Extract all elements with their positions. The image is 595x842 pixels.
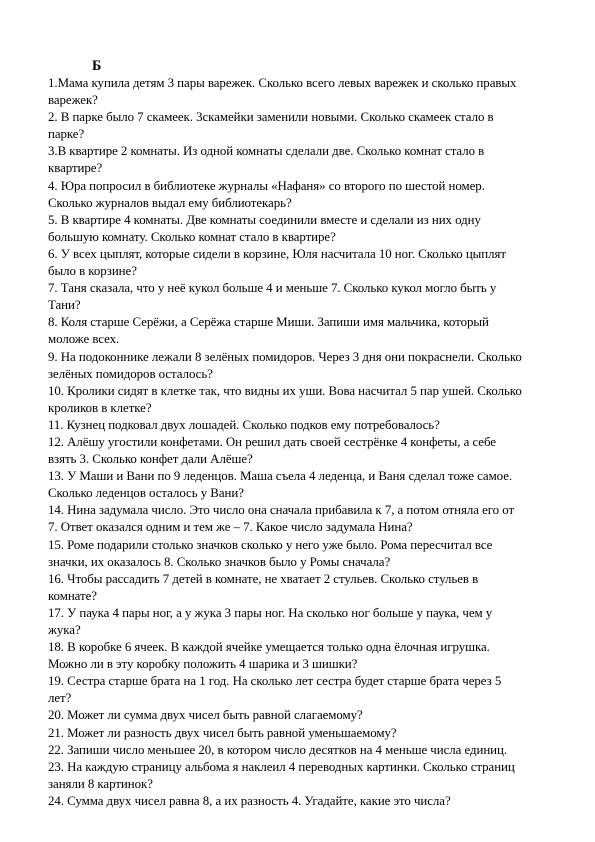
task-text-line: парке? <box>48 127 85 142</box>
task-text-line: 14. Нина задумала число. Это число она сначала прибавила к 7, а потом отняла его от <box>48 503 515 518</box>
task-item <box>48 793 560 810</box>
task-text-line: 9. На подоконнике лежали 8 зелёных помидоров. Через 3 дня они покраснели. Сколько <box>48 349 522 364</box>
task-item <box>48 468 560 502</box>
task-text-line: взять 3. Сколько конфет дали Алёше? <box>48 452 253 467</box>
variant-heading: Б <box>92 58 102 74</box>
task-text-line: кроликов в клетке? <box>48 400 152 415</box>
task-text-line: 16. Чтобы рассадить 7 детей в комнате, не хватает 2 стульев. Сколько стульев в <box>48 571 479 586</box>
task-list <box>48 75 560 810</box>
task-item <box>48 75 560 109</box>
task-text-line: 6. У всех цыплят, которые сидели в корзине, Юля насчитала 10 ног. Сколько цыплят <box>48 246 506 261</box>
task-item <box>48 434 560 468</box>
task-text-line: 13. У Маши и Вани по 9 леденцов. Маша съела 4 леденца, и Ваня сделал тоже самое. <box>48 469 513 484</box>
task-item <box>48 725 560 742</box>
task-text-line: комнате? <box>48 588 97 603</box>
task-text-line: 24. Сумма двух чисел равна 8, а их разность 4. Угадайте, какие это числа? <box>48 793 451 808</box>
task-item <box>48 109 560 143</box>
task-item <box>48 246 560 280</box>
task-text-line: жука? <box>48 623 81 637</box>
task-text-line: 22. Запиши число меньшее 20, в котором число десятков на 4 меньше числа единиц. <box>48 742 508 757</box>
task-text-line: 19. Сестра старше брата на 1 год. На сколько лет сестра будет старше брата через 5 <box>48 674 502 689</box>
task-text-line: квартире? <box>48 161 103 176</box>
task-text-line: 7. Ответ оказался одним и тем же – 7. Какое число задумала Нина? <box>48 520 413 535</box>
task-text-line: Можно ли в эту коробку положить 4 шарика и 3 шишки? <box>48 657 358 672</box>
task-text-line: заняли 8 картинок? <box>48 776 153 791</box>
task-text-line: лет? <box>48 691 72 706</box>
task-text-line: 7. Таня сказала, что у неё кукол больше 4 и меньше 7. Сколько кукол могло быть у <box>48 281 497 296</box>
task-text-line: было в корзине? <box>48 264 137 279</box>
task-item <box>48 759 560 793</box>
task-text-line: Сколько леденцов осталось у Вани? <box>48 486 244 501</box>
task-item <box>48 417 560 434</box>
task-item <box>48 742 560 759</box>
task-text-line: 3.В квартире 2 комнаты. Из одной комнаты сделали две. Сколько комнат стало в <box>48 144 485 159</box>
task-text-line: 21. Может ли разность двух чисел быть равной уменьшаемому? <box>48 725 397 740</box>
task-item <box>48 673 560 707</box>
task-text-line: большую комнату. Сколько комнат стало в квартире? <box>48 229 336 244</box>
task-text-line: 10. Кролики сидят в клетке так, что видны их уши. Вова насчитал 5 пар ушей. Сколько <box>48 383 522 398</box>
task-text-line: 1.Мама купила детям 3 пары варежек. Сколько всего левых варежек и сколько правых <box>48 76 517 90</box>
task-text-line: 2. В парке было 7 скамеек. 3скамейки заменили новыми. Сколько скамеек стало в <box>48 110 494 125</box>
task-item <box>48 502 560 536</box>
task-item <box>48 383 560 417</box>
task-text-line: Тани? <box>48 298 81 313</box>
task-item <box>48 143 560 177</box>
task-text-line: 18. В коробке 6 ячеек. В каждой ячейке умещается только одна ёлочная игрушка. <box>48 640 490 655</box>
task-text-line: 4. Юра попросил в библиотеке журналы «Нафаня» со второго по шестой номер. <box>48 178 485 193</box>
task-item <box>48 605 560 639</box>
task-item <box>48 314 560 348</box>
task-text-line: Сколько журналов выдал ему библиотекарь? <box>48 195 292 210</box>
task-text-line: зелёных помидоров осталось? <box>48 366 213 381</box>
task-text-line: 15. Роме подарили столько значков сколько у него уже было. Рома пересчитал все <box>48 537 493 552</box>
task-text-line: варежек? <box>48 93 98 108</box>
task-item <box>48 571 560 605</box>
task-item <box>48 639 560 673</box>
task-item <box>48 537 560 571</box>
task-item <box>48 280 560 314</box>
task-text-line: 5. В квартире 4 комнаты. Две комнаты соединили вместе и сделали из них одну <box>48 212 481 227</box>
task-text-line: 23. На каждую страницу альбома я наклеил 4 переводных картинки. Сколько страниц <box>48 759 515 774</box>
task-text-line: значки, их оказалось 8. Сколько значков было у Ромы сначала? <box>48 554 391 569</box>
task-item <box>48 707 560 724</box>
task-item <box>48 349 560 383</box>
task-text-line: 11. Кузнец подковал двух лошадей. Сколько подков ему потребовалось? <box>48 417 440 432</box>
task-text-line: 12. Алёшу угостили конфетами. Он решил дать своей сестрёнке 4 конфеты, а себе <box>48 434 496 449</box>
task-item <box>48 178 560 212</box>
task-text-line: 17. У паука 4 пары ног, а у жука 3 пары ног. На сколько ног больше у паука, чем у <box>48 605 493 620</box>
task-text-line: моложе всех. <box>48 332 120 347</box>
task-text-line: 20. Может ли сумма двух чисел быть равной слагаемому? <box>48 708 363 723</box>
task-item <box>48 212 560 246</box>
task-text-line: 8. Коля старше Серёжи, а Серёжа старше Миши. Запиши имя мальчика, который <box>48 315 489 330</box>
